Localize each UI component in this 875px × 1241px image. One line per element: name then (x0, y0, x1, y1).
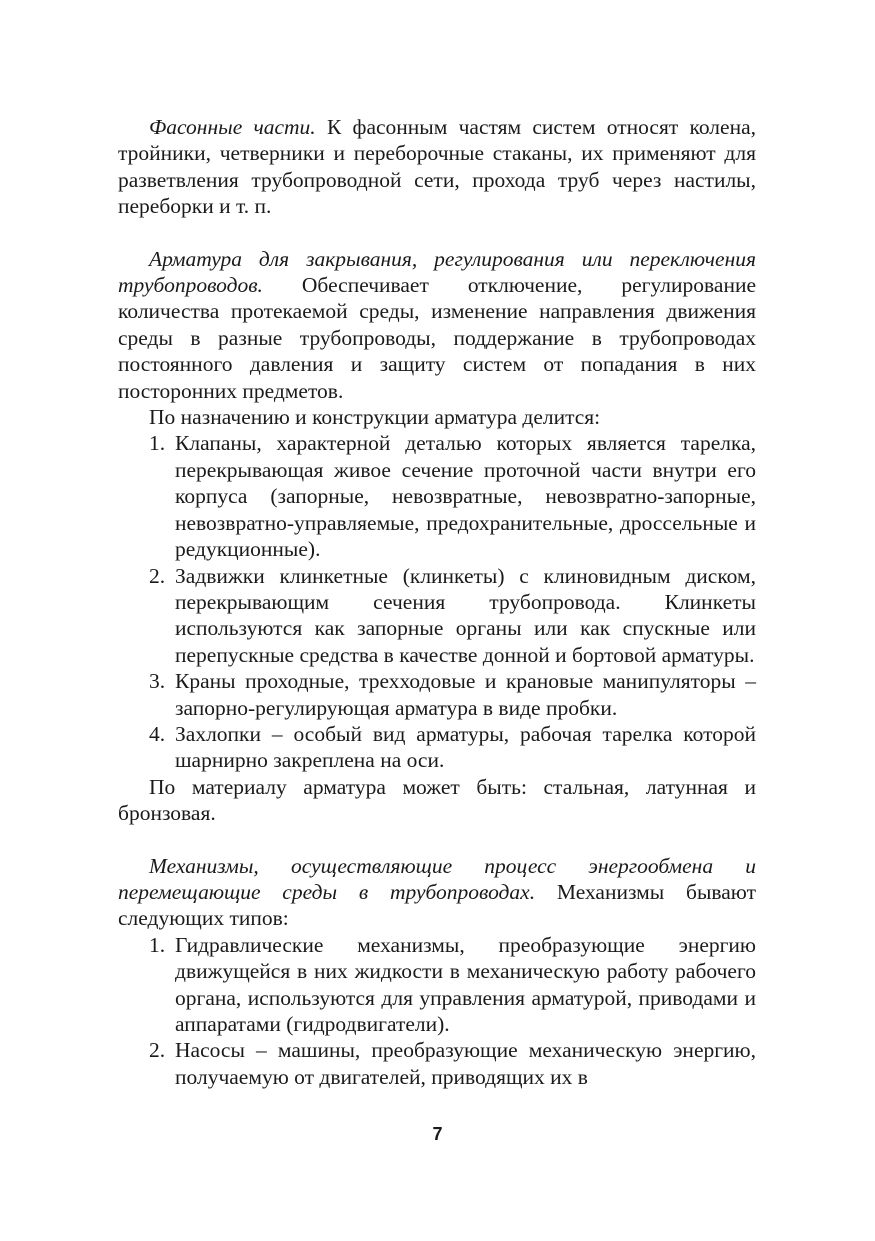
list-item-number: 1. (149, 431, 166, 456)
list-item-number: 3. (149, 669, 166, 694)
paragraph-valves (118, 246, 756, 404)
page-body (118, 114, 756, 1090)
list-item-text: Гидравлические механизмы, преобразующие энергию движущейся в них жидкости в механическую работу рабочего органа, используются для управления арматурой, приводами и аппаратами (гидродвигатели). (175, 932, 756, 1036)
list-item (118, 932, 756, 1038)
valves-intro: По назначению и конструкции арматура делится: (149, 405, 601, 430)
list-item (118, 721, 756, 774)
list-item-number: 2. (149, 1038, 166, 1063)
heading-fittings: Фасонные части. (149, 115, 316, 139)
heading-valves: Арматура для закрывания, регулирования или переключения трубопроводов. (118, 246, 756, 298)
list-item-text: Насосы – машины, преобразующие механическую энергию, получаемую от двигателей, приводящих их в (175, 1038, 756, 1089)
list-item-text: Клапаны, характерной деталью которых является тарелка, перекрывающая живое сечение проточной части внутри его корпуса (запорные, невозвратные, невозвратно-запорные, невозвратно-управляемые, предохранительные, дроссельные и редукционные). (175, 431, 756, 562)
list-item-number: 4. (149, 721, 166, 746)
list-item (118, 563, 756, 669)
text-fittings: К фасонным частям систем относят колена, тройники, четверники и переборочные стаканы, их применяют для разветвления трубопроводной сети, прохода труб через настилы, переборки и т. п. (118, 115, 756, 219)
mechanisms-list (118, 932, 756, 1090)
list-item (118, 430, 756, 562)
valves-list (118, 430, 756, 773)
list-item (118, 1037, 756, 1090)
paragraph-fittings (118, 114, 756, 220)
text-mechanisms: Механизмы бывают следующих типов: (118, 879, 756, 931)
list-item-text: Задвижки клинкетные (клинкеты) с клиновидным диском, перекрывающим сечения трубопровода. Клинкеты используются как запорные органы или как спускные или перепускные средства в качестве донной и бортовой арматуры. (175, 563, 756, 667)
valves-material: По материалу арматура может быть: стальная, латунная и бронзовая. (118, 774, 756, 826)
list-item-text: Захлопки – особый вид арматуры, рабочая тарелка которой шарнирно закреплена на оси. (175, 721, 756, 773)
list-item-text: Краны проходные, трехходовые и крановые манипуляторы – запорно-регулирующая арматура в виде пробки. (175, 669, 756, 720)
list-item (118, 668, 756, 721)
text-valves: Обеспечивает отключение, регулирование количества протекаемой среды, изменение направления движения среды в разные трубопроводы, поддержание в трубопроводах постоянного давления и защиту систем от попадания в них посторонних предметов. (118, 273, 756, 403)
page-number: 7 (432, 1124, 443, 1144)
paragraph-mechanisms (118, 853, 756, 932)
list-item-number: 2. (149, 563, 166, 588)
list-item-number: 1. (149, 932, 166, 957)
heading-mechanisms: Механизмы, осуществляющие процесс энергообмена и перемещающие среды в трубопроводах. (118, 853, 756, 904)
